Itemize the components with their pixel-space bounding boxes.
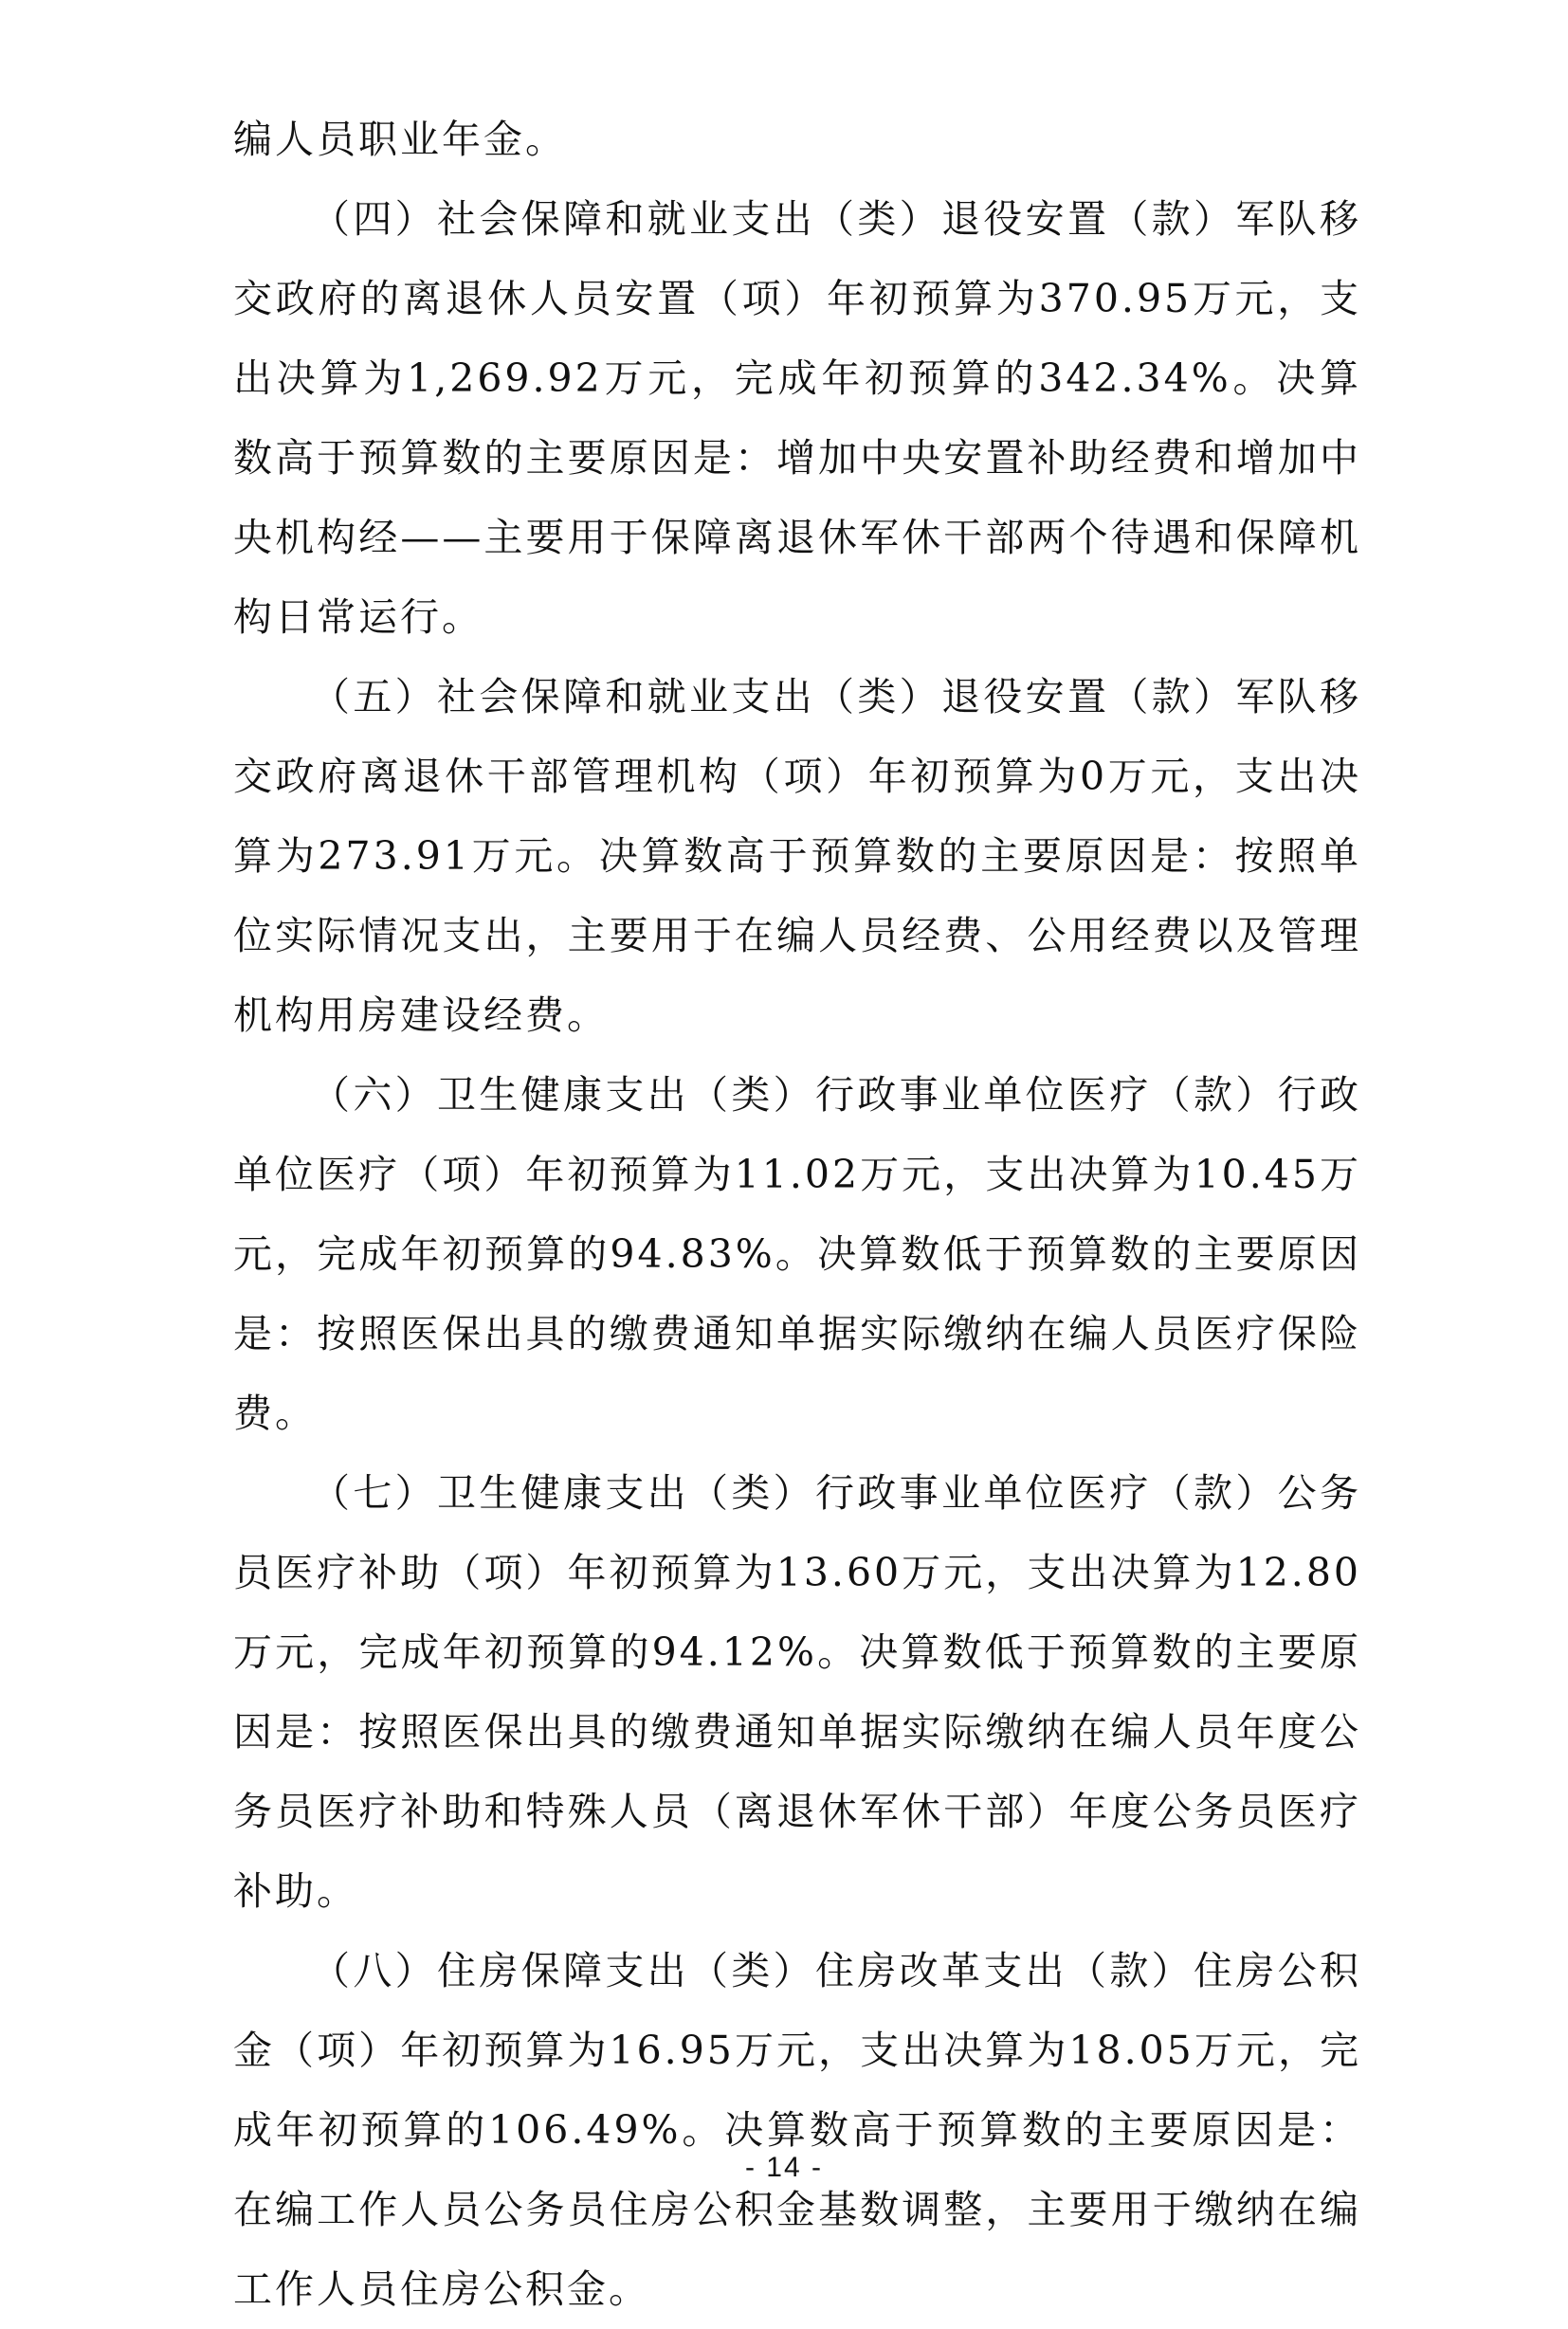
paragraph-7: （七）卫生健康支出（类）行政事业单位医疗（款）公务员医疗补助（项）年初预算为13.60万元，支出决算为12.80万元，完成年初预算的94.12%。决算数低于预算数的主要原因是：按照医保出具的缴费通知单据实际缴纳在编人员年度公务员医疗补助和特殊人员（离退休军休干部）年度公务员医疗补助。	[233, 1470, 1361, 1914]
paragraph-continuation: 编人员职业年金。	[233, 117, 567, 162]
body-text	[233, 100, 1361, 2329]
paragraph-4: （四）社会保障和就业支出（类）退役安置（款）军队移交政府的离退休人员安置（项）年初预算为370.95万元，支出决算为1,269.92万元，完成年初预算的342.34%。决算数高于预算数的主要原因是：增加中央安置补助经费和增加中央机构经——主要用于保障离退休军休干部两个待遇和保障机构日常运行。	[233, 196, 1361, 640]
paragraph-5: （五）社会保障和就业支出（类）退役安置（款）军队移交政府离退休干部管理机构（项）年初预算为0万元，支出决算为273.91万元。决算数高于预算数的主要原因是：按照单位实际情况支出，主要用于在编人员经费、公用经费以及管理机构用房建设经费。	[233, 674, 1361, 1038]
paragraph-8: （八）住房保障支出（类）住房改革支出（款）住房公积金（项）年初预算为16.95万元，支出决算为18.05万元，完成年初预算的106.49%。决算数高于预算数的主要原因是：在编工作人员公务员住房公积金基数调整，主要用于缴纳在编工作人员住房公积金。	[233, 1948, 1361, 2312]
page-number: - 14 -	[744, 2152, 824, 2183]
paragraph-6: （六）卫生健康支出（类）行政事业单位医疗（款）行政单位医疗（项）年初预算为11.02万元，支出决算为10.45万元，完成年初预算的94.83%。决算数低于预算数的主要原因是：按照医保出具的缴费通知单据实际缴纳在编人员医疗保险费。	[233, 1072, 1361, 1436]
